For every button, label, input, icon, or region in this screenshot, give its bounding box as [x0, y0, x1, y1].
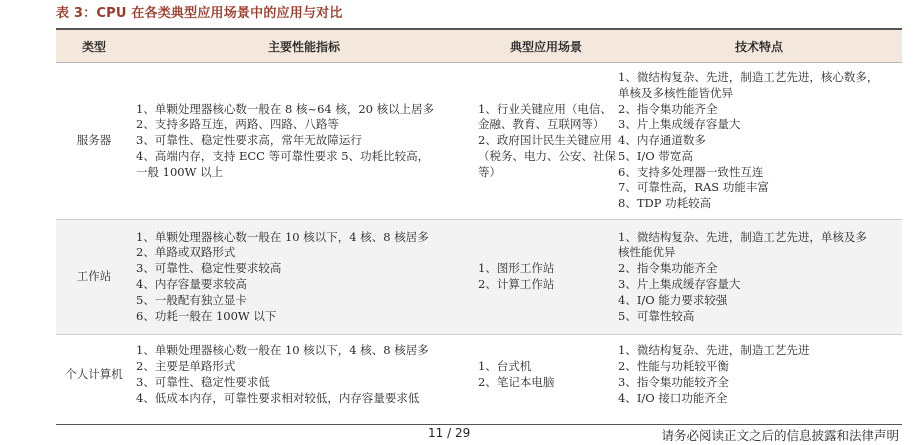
cell-scenarios: 1、行业关键应用（电信、金融、教育、互联网等） 2、政府国计民生关键应用（税务、电力、公安、社保等） [478, 101, 616, 179]
cell-scenarios: 1、图形工作站 2、计算工作站 [478, 261, 555, 291]
feature-line: 2、性能与功耗较平衡 [618, 359, 729, 374]
metric-line: 4、高端内存，支持 ECC 等可靠性要求 5、功耗比较高， [136, 148, 430, 163]
feature-line: 4、内存通道数多 [618, 133, 706, 148]
feature-line: 1、微结构复杂、先进，制造工艺先进，核心数多， [618, 69, 879, 84]
feature-line: 单核及多核性能皆优异 [618, 85, 733, 100]
table-header [56, 30, 902, 63]
header-metrics: 主要性能指标 [267, 39, 340, 54]
cell-features [616, 230, 902, 325]
cell-scenarios: 1、台式机 2、笔记本电脑 [478, 359, 555, 389]
feature-line: 1、微结构复杂、先进，制造工艺先进，单核及多 [618, 229, 867, 244]
table-row [56, 219, 902, 334]
feature-line: 3、片上集成缓存容量大 [618, 277, 741, 291]
metric-line: 1、单颗处理器核心数一般在 10 核以下，4 核、8 核居多 [136, 343, 429, 358]
feature-line: 5、I/O 带宽高 [618, 148, 693, 163]
metric-line: 2、支持多路互连，两路、四路、八路等 [136, 117, 339, 132]
metric-line: 1、单颗处理器核心数一般在 8 核~64 核，20 核以上居多 [136, 101, 435, 116]
cell-metrics [132, 230, 476, 325]
legal-disclaimer: 请务必阅读正文之后的信息披露和法律声明 [661, 428, 899, 443]
metric-line: 一般 100W 以上 [136, 164, 224, 179]
cell-type: 个人计算机 [65, 367, 123, 382]
table-title: 表 3：CPU 在各类典型应用场景中的应用与对比 [56, 6, 343, 21]
cell-features [616, 343, 902, 406]
cell-features [616, 70, 902, 212]
feature-line: 6、支持多处理器一致性互连 [618, 164, 764, 179]
table-row [56, 63, 902, 219]
feature-line: 3、指令集功能较齐全 [618, 375, 729, 389]
feature-line: 2、指令集功能齐全 [618, 101, 718, 116]
header-type: 类型 [81, 39, 106, 54]
metric-line: 3、可靠性、稳定性要求较高 [136, 261, 282, 276]
feature-line: 2、指令集功能齐全 [618, 261, 718, 276]
metric-line: 4、低成本内存，可靠性要求相对较低，内存容量要求低 [136, 390, 420, 405]
metric-line: 1、单颗处理器核心数一般在 10 核以下，4 核、8 核居多 [136, 229, 429, 244]
metric-line: 4、内存容量要求较高 [136, 277, 247, 291]
metric-line: 2、主要是单路形式 [136, 359, 236, 374]
feature-line: 4、I/O 能力要求较强 [618, 292, 728, 307]
feature-line: 7、可靠性高，RAS 功能丰富 [618, 180, 769, 195]
feature-line: 3、片上集成缓存容量大 [618, 117, 741, 132]
feature-line: 4、I/O 接口功能齐全 [618, 390, 728, 405]
feature-line: 5、可靠性较高 [618, 308, 695, 323]
cpu-comparison-table [56, 28, 902, 415]
feature-line: 8、TDP 功耗较高 [618, 196, 712, 211]
cell-type: 服务器 [76, 133, 112, 148]
table-row [56, 334, 902, 415]
cell-type: 工作站 [76, 269, 112, 284]
cell-metrics [132, 343, 476, 406]
header-features: 技术特点 [734, 39, 783, 54]
metric-line: 3、可靠性、稳定性要求低 [136, 375, 270, 389]
footer-divider [56, 424, 902, 425]
metric-line: 2、单路或双路形式 [136, 245, 236, 260]
metric-line: 6、功耗一般在 100W 以下 [136, 308, 277, 323]
feature-line: 1、微结构复杂、先进，制造工艺先进 [618, 343, 810, 358]
header-scenarios: 典型应用场景 [509, 39, 582, 54]
metric-line: 3、可靠性、稳定性要求高，常年无故障运行 [136, 133, 362, 148]
page-number: 11 / 29 [428, 426, 471, 440]
cell-metrics [132, 102, 476, 181]
feature-line: 核性能优异 [618, 245, 676, 260]
metric-line: 5、一般配有独立显卡 [136, 292, 247, 307]
